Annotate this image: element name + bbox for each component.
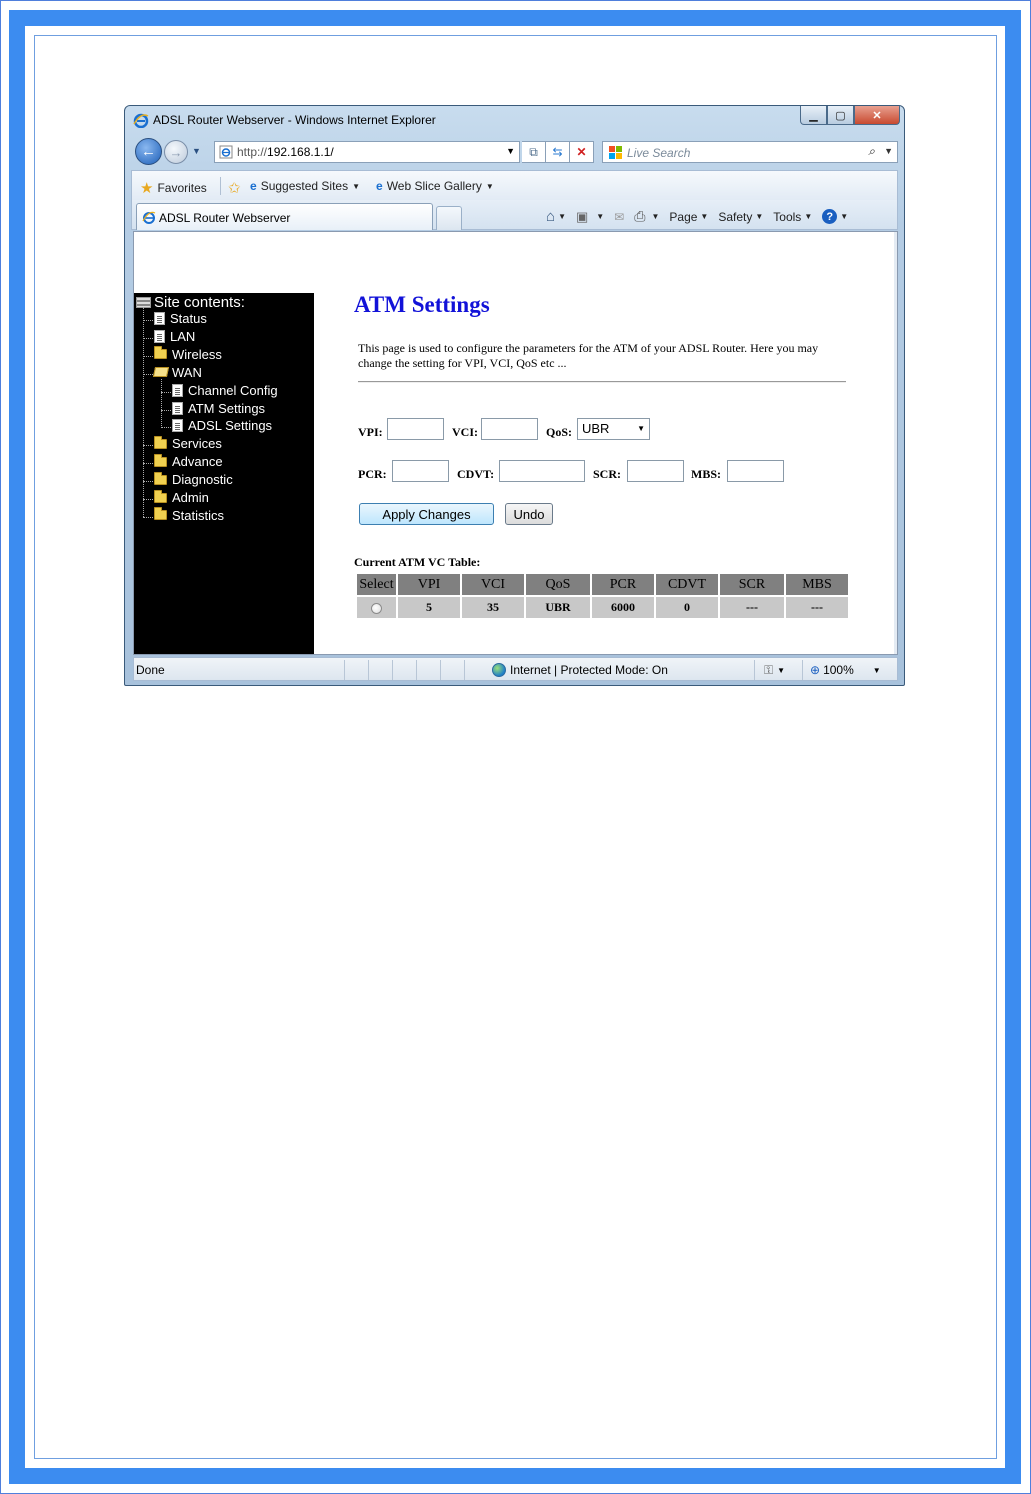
sidebar-item-wireless[interactable] (154, 347, 222, 362)
cdvt-label: CDVT: (457, 467, 495, 481)
search-dropdown[interactable]: ▼ (884, 146, 893, 156)
vpi-input[interactable] (387, 418, 444, 440)
compatibility-icon: ⧉ (529, 144, 538, 159)
stop-button[interactable] (570, 141, 594, 163)
safety-menu[interactable]: Safety ▼ (718, 209, 764, 224)
chevron-down-icon: ▼ (777, 666, 786, 675)
print-button[interactable]: ⎙ ▼ (634, 208, 660, 224)
folder-icon (154, 457, 167, 467)
refresh-button[interactable] (546, 141, 570, 163)
sidebar-item-services[interactable] (154, 436, 222, 451)
column-header-cdvt: CDVT (656, 574, 718, 595)
tree-connector (143, 517, 153, 518)
ie-page-icon: e (250, 179, 257, 193)
new-tab-button[interactable] (436, 206, 462, 230)
address-bar[interactable] (214, 141, 520, 163)
sidebar-item-label: Services (172, 436, 222, 452)
status-separator (368, 660, 369, 680)
add-favorite-icon: ✩ (228, 180, 241, 197)
title-bar (125, 106, 904, 136)
pcr-label: PCR: (358, 467, 387, 481)
tree-connector (161, 427, 171, 428)
document-icon (172, 384, 183, 397)
rss-feed-icon: ▣ (575, 208, 589, 224)
vci-label: VCI: (452, 425, 478, 439)
address-protocol: http:// (237, 145, 268, 159)
table-cell: --- (786, 597, 848, 618)
tree-connector (143, 307, 144, 517)
address-host: 192.168.1.1/ (267, 145, 334, 159)
tree-connector (143, 338, 153, 339)
sidebar-item-diagnostic[interactable] (154, 472, 233, 487)
maximize-button[interactable] (827, 106, 854, 125)
help-icon: ? (822, 209, 837, 224)
vci-input[interactable] (481, 418, 538, 440)
tree-connector (143, 463, 153, 464)
folder-icon (154, 349, 167, 359)
divider (358, 381, 846, 383)
sidebar-item-wan[interactable] (154, 365, 202, 380)
protected-mode-options[interactable] (764, 663, 785, 678)
atm-vc-table (355, 572, 850, 620)
search-placeholder: Live Search (627, 146, 691, 160)
mail-icon: ✉ (614, 209, 625, 224)
main-panel (352, 232, 882, 655)
arrow-right-icon: → (169, 144, 183, 160)
globe-icon (492, 663, 506, 677)
sidebar-item-label: Status (170, 311, 207, 326)
status-separator (416, 660, 417, 680)
document-icon (154, 312, 165, 325)
compatibility-view-button[interactable] (522, 141, 546, 163)
minimize-button[interactable] (800, 106, 827, 125)
security-zone-label: Internet | Protected Mode: On (510, 663, 668, 677)
tab-adsl-router[interactable] (136, 203, 433, 230)
tree-connector (143, 481, 153, 482)
tab-bar (131, 200, 898, 230)
sidebar-item-status[interactable] (154, 311, 207, 326)
security-zone[interactable] (492, 663, 668, 677)
tree-connector (143, 356, 153, 357)
recent-pages-dropdown[interactable]: ▼ (192, 146, 201, 156)
tree-connector (143, 499, 153, 500)
sidebar-item-label: ADSL Settings (188, 418, 273, 434)
refresh-icon: ⇆ (552, 145, 563, 159)
web-slice-gallery-button[interactable] (376, 179, 494, 193)
star-icon: ★ (140, 180, 154, 197)
qos-selected-value: UBR (582, 421, 610, 436)
sidebar-root[interactable] (136, 294, 245, 311)
sidebar-item-admin[interactable] (154, 490, 209, 505)
folder-icon (154, 510, 167, 520)
sidebar-item-label: Admin (172, 490, 209, 505)
favorites-bar (131, 170, 898, 200)
favorites-button[interactable] (140, 179, 207, 197)
tree-connector (143, 374, 153, 375)
address-dropdown[interactable]: ▼ (506, 146, 515, 156)
page-menu-label: Page (669, 209, 698, 224)
sidebar-item-label: ATM Settings (188, 400, 266, 416)
home-icon: ⌂ (546, 208, 556, 225)
sidebar-item-channel-config[interactable] (172, 383, 278, 398)
vpi-label: VPI: (358, 425, 383, 439)
table-cell: UBR (526, 597, 590, 618)
tree-connector (143, 320, 153, 321)
document-icon (172, 402, 183, 415)
apply-changes-button[interactable]: Apply Changes (359, 503, 494, 525)
search-icon[interactable]: ⌕ (868, 144, 875, 158)
qos-label: QoS: (546, 425, 573, 439)
chevron-down-icon: ▼ (485, 181, 494, 191)
read-mail-button[interactable] (614, 210, 624, 224)
status-bar (133, 657, 898, 681)
tree-connector (161, 379, 162, 429)
live-search-logo-icon (608, 145, 623, 160)
feeds-button[interactable]: ▣ ▼ (575, 208, 605, 224)
sidebar-item-atm-settings[interactable] (172, 401, 265, 416)
zoom-level: 100% (823, 663, 854, 677)
table-row (357, 597, 848, 618)
ie-page-icon: e (376, 179, 383, 193)
column-header-scr: SCR (720, 574, 784, 595)
status-separator (754, 660, 755, 680)
table-cell: 5 (398, 597, 460, 618)
sidebar-item-adsl-settings[interactable] (172, 418, 272, 433)
column-header-vci: VCI (462, 574, 524, 595)
folder-icon (154, 475, 167, 485)
document-icon (154, 330, 165, 343)
navigation-bar (125, 136, 904, 168)
folder-icon (154, 439, 167, 449)
ie-page-icon (142, 210, 156, 224)
column-header-pcr: PCR (592, 574, 654, 595)
help-menu[interactable]: ? ▼ (822, 209, 848, 224)
status-separator (802, 660, 803, 680)
sidebar-item-label: Diagnostic (172, 472, 233, 488)
status-separator (392, 660, 393, 680)
table-cell: 0 (656, 597, 718, 618)
status-separator (344, 660, 345, 680)
column-header-qos: QoS (526, 574, 590, 595)
zoom-control[interactable] (810, 663, 881, 677)
tree-connector (161, 410, 171, 411)
table-cell: --- (720, 597, 784, 618)
table-cell: 35 (462, 597, 524, 618)
tree-connector (161, 392, 171, 393)
sidebar-item-label: WAN (172, 364, 202, 380)
ie-page-icon (219, 145, 233, 159)
atm-vc-table-caption: Current ATM VC Table: (354, 555, 481, 569)
chevron-down-icon: ▼ (872, 665, 881, 675)
search-input[interactable] (602, 141, 898, 163)
status-text: Done (136, 663, 165, 677)
chevron-down-icon: ▼ (352, 181, 361, 191)
command-bar (546, 208, 858, 225)
forward-button[interactable] (164, 140, 188, 164)
column-header-vpi: VPI (398, 574, 460, 595)
sidebar-root-label: Site contents: (154, 294, 245, 311)
page-content (133, 231, 898, 655)
minimize-icon: ▁ (809, 109, 818, 122)
mbs-label: MBS: (691, 467, 721, 481)
tree-connector (143, 445, 153, 446)
mbs-input[interactable] (727, 460, 784, 482)
sidebar-item-label: LAN (170, 328, 196, 344)
site-contents-sidebar (134, 293, 314, 655)
status-separator (440, 660, 441, 680)
zoom-icon: ⊕ (810, 663, 821, 677)
cdvt-input[interactable] (499, 460, 585, 482)
suggested-sites-label: Suggested Sites (260, 179, 349, 193)
sidebar-item-label: Channel Config (188, 382, 278, 398)
row-select-radio[interactable] (371, 603, 382, 614)
suggested-sites-button[interactable] (250, 179, 360, 193)
chevron-down-icon: ▼ (637, 424, 645, 433)
lock-icon: ⚿ (764, 663, 774, 677)
status-separator (464, 660, 465, 680)
select-cell (357, 597, 396, 618)
add-to-favorites-button[interactable] (228, 179, 241, 197)
tools-menu-label: Tools (773, 209, 802, 224)
column-header-select: Select (357, 574, 396, 595)
browser-window (124, 105, 905, 686)
folder-icon (154, 493, 167, 503)
scr-label: SCR: (593, 467, 622, 481)
close-icon: ✕ (872, 109, 882, 122)
pcr-input[interactable] (392, 460, 449, 482)
folder-open-icon (153, 367, 169, 377)
ie-logo-icon (133, 112, 149, 128)
sidebar-item-label: Wireless (172, 346, 222, 362)
sidebar-item-label: Statistics (172, 507, 225, 523)
page-description: This page is used to configure the parameters for the ATM of your ADSL Router. Here you may change the setting for VPI, VCI, QoS etc ... (358, 341, 819, 370)
page-menu[interactable]: Page ▼ (669, 209, 709, 224)
maximize-icon: ▢ (835, 109, 846, 122)
favorites-separator (220, 177, 221, 195)
arrow-left-icon: ← (141, 143, 156, 160)
favorites-label: Favorites (157, 181, 207, 195)
window-title: ADSL Router Webserver - Windows Internet Explorer (153, 113, 436, 127)
vertical-scrollbar[interactable] (894, 232, 897, 655)
back-button[interactable] (135, 138, 162, 165)
undo-button[interactable]: Undo (505, 503, 553, 525)
safety-menu-label: Safety (718, 209, 753, 224)
sidebar-item-label: Advance (172, 454, 223, 470)
sidebar-item-statistics[interactable] (154, 508, 224, 523)
tab-label: ADSL Router Webserver (159, 211, 291, 225)
home-button[interactable]: ⌂ ▼ (546, 208, 566, 225)
column-header-mbs: MBS (786, 574, 848, 595)
web-slice-gallery-label: Web Slice Gallery (386, 179, 482, 193)
page-title: ATM Settings (354, 292, 490, 317)
close-button[interactable] (854, 106, 900, 125)
table-cell: 6000 (592, 597, 654, 618)
stop-icon: ✕ (576, 145, 587, 159)
sidebar-item-lan[interactable] (154, 329, 195, 344)
document-icon (172, 419, 183, 432)
scr-input[interactable] (627, 460, 684, 482)
sidebar-item-advance[interactable] (154, 454, 223, 469)
printer-icon: ⎙ (634, 208, 646, 224)
tools-menu[interactable]: Tools ▼ (773, 209, 813, 224)
qos-select[interactable] (577, 418, 650, 440)
